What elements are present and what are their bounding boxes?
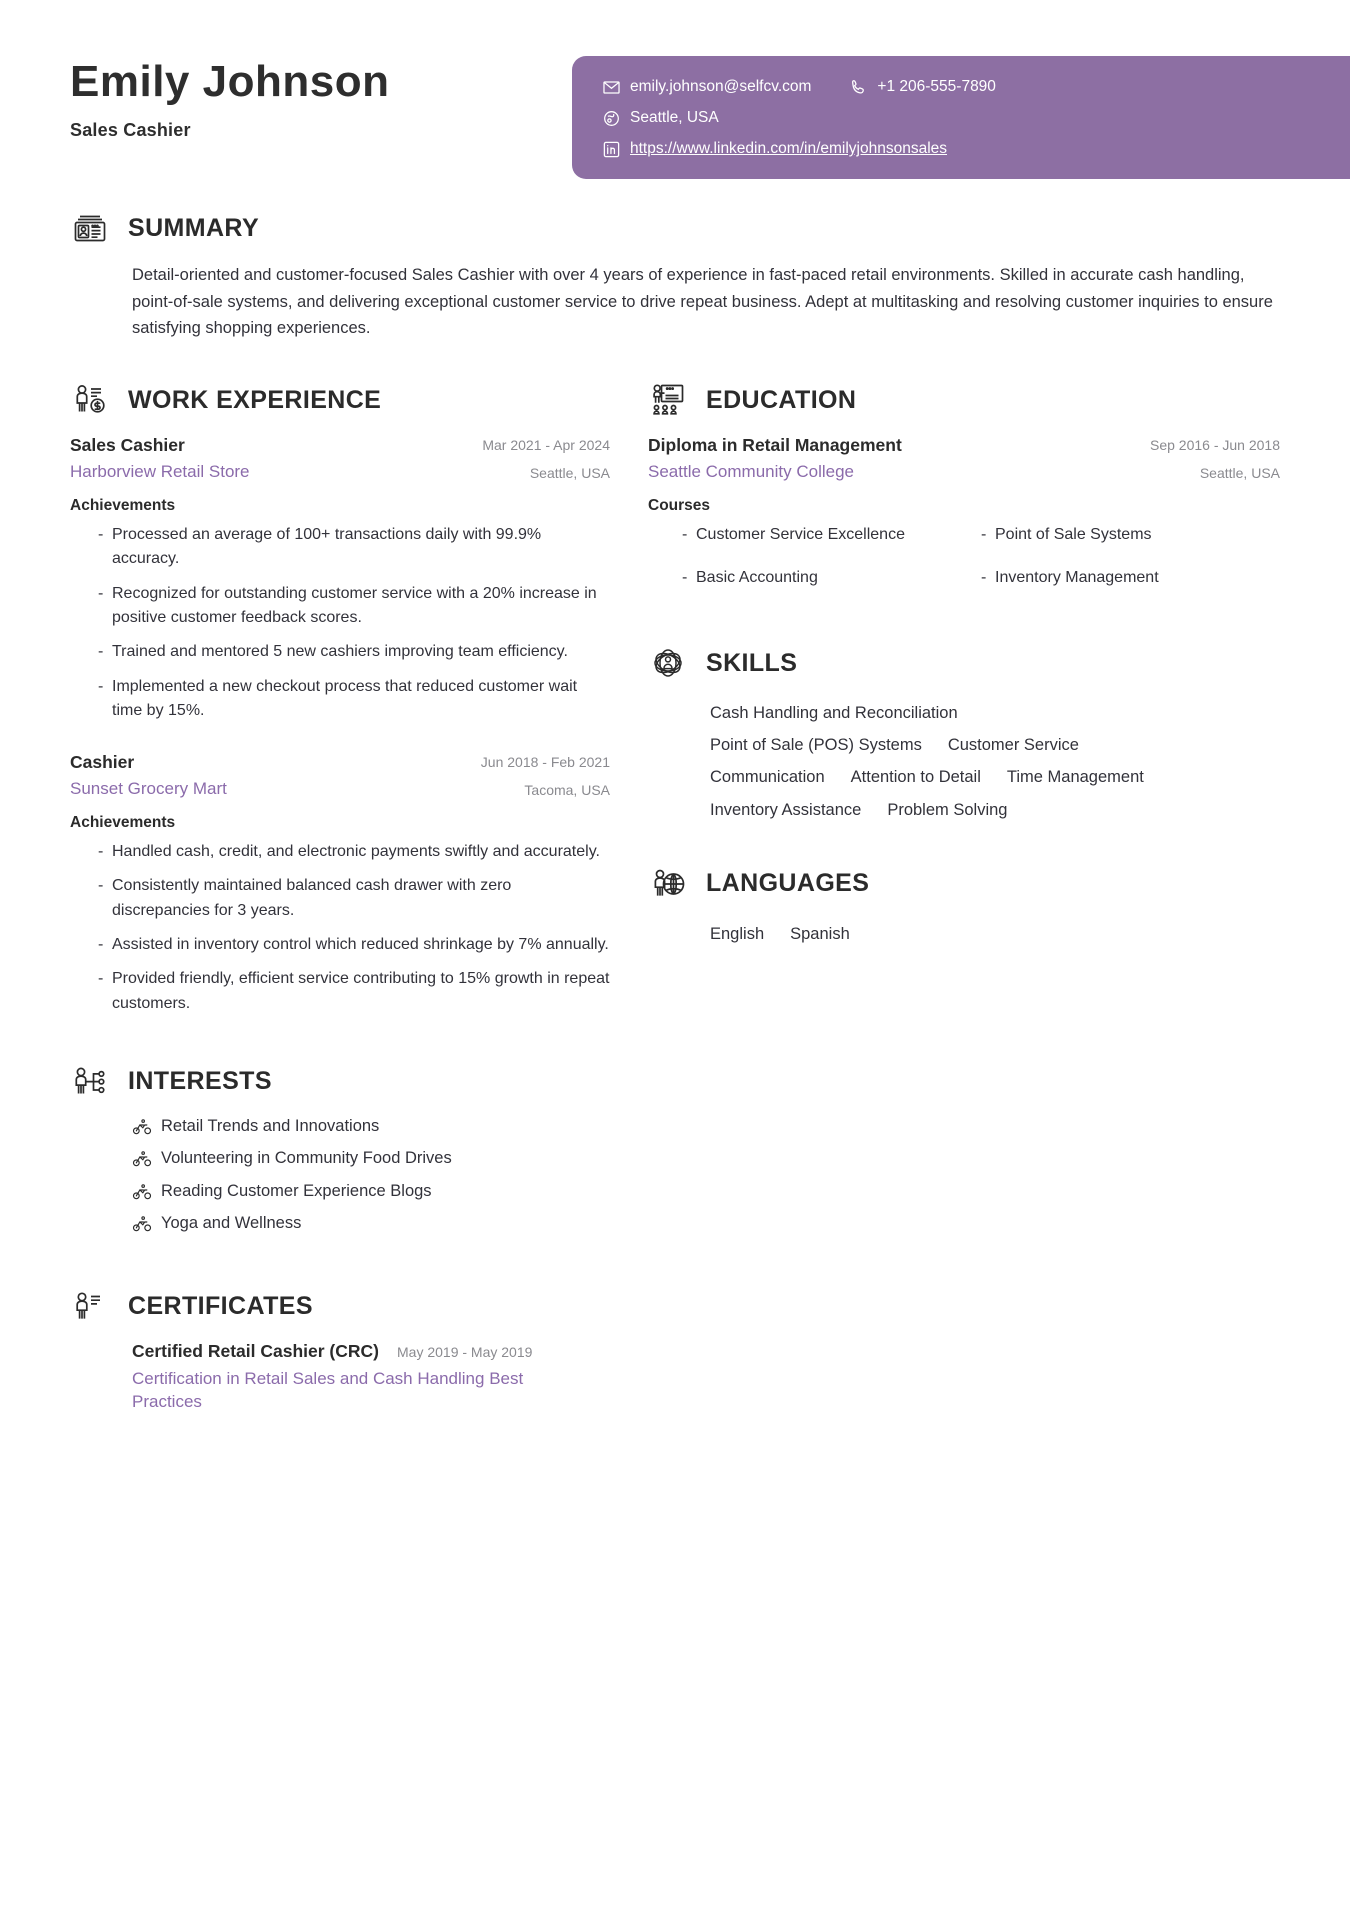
list-item xyxy=(98,523,610,572)
contact-row-3 xyxy=(602,140,1324,159)
bullet-dash: - xyxy=(682,526,688,543)
certificate-date: May 2019 - May 2019 xyxy=(397,1343,533,1360)
certificates-heading xyxy=(70,1287,610,1327)
work-entry-sub xyxy=(70,461,610,483)
person-globe-icon xyxy=(648,864,688,904)
skill-chip: Time Management xyxy=(1006,768,1144,787)
work-date: Jun 2018 - Feb 2021 xyxy=(480,754,610,771)
course-text: Customer Service Excellence xyxy=(696,526,905,543)
bullet-dash: - xyxy=(981,526,987,543)
work-achievements-label: Achievements xyxy=(70,497,176,514)
list-item xyxy=(98,675,610,724)
bullet-text: Consistently maintained balanced cash drawer with zero discrepancies for 3 years. xyxy=(112,877,512,919)
education-courses-list xyxy=(648,523,1280,609)
education-location: Seattle, USA xyxy=(1199,464,1280,481)
contact-location-text: Seattle, USA xyxy=(630,109,719,127)
section-certificates xyxy=(70,1287,610,1415)
bicycle-icon xyxy=(132,1149,152,1169)
list-item xyxy=(132,1181,610,1202)
section-work-experience xyxy=(70,380,610,1016)
work-experience-heading xyxy=(70,380,610,420)
languages-list xyxy=(710,918,1180,950)
work-entry-top xyxy=(70,751,610,774)
list-item xyxy=(98,640,610,664)
summary-heading xyxy=(70,208,1280,248)
interests-heading xyxy=(70,1062,610,1102)
phone-icon xyxy=(849,78,868,97)
interest-text: Yoga and Wellness xyxy=(161,1214,302,1233)
contact-phone-text: +1 206-555-7890 xyxy=(877,78,996,96)
languages-heading xyxy=(648,864,1280,904)
bullet-text: Processed an average of 100+ transactions daily with 99.9% accuracy. xyxy=(112,526,542,568)
work-role: Sales Cashier xyxy=(70,435,185,456)
languages-title: LANGUAGES xyxy=(706,869,870,898)
education-date: Sep 2016 - Jun 2018 xyxy=(1150,437,1280,454)
contact-card xyxy=(572,56,1350,179)
course-text: Point of Sale Systems xyxy=(995,526,1152,543)
interests-list xyxy=(70,1116,610,1235)
skill-chip: Point of Sale (POS) Systems xyxy=(710,736,922,755)
bullet-dash: - xyxy=(98,526,104,543)
person-money-icon xyxy=(70,380,110,420)
bullet-dash: - xyxy=(98,677,104,695)
bullet-text: Handled cash, credit, and electronic payments swiftly and accurately. xyxy=(112,843,600,861)
education-heading xyxy=(648,380,1280,420)
skills-title: SKILLS xyxy=(706,648,798,677)
work-location: Tacoma, USA xyxy=(524,781,610,798)
columns-container xyxy=(70,380,1280,1414)
bullet-dash: - xyxy=(98,935,104,953)
language-chip: English xyxy=(710,924,765,943)
education-degree: Diploma in Retail Management xyxy=(648,435,902,456)
resume-body xyxy=(0,208,1350,1414)
list-item xyxy=(132,1213,610,1234)
bullet-dash: - xyxy=(98,584,104,602)
education-title: EDUCATION xyxy=(706,385,857,414)
work-achievements-list xyxy=(70,840,610,1016)
skill-chip: Customer Service xyxy=(947,736,1079,755)
course-text: Basic Accounting xyxy=(696,569,818,586)
summary-title: SUMMARY xyxy=(128,213,260,242)
list-item xyxy=(98,840,610,864)
skill-chip: Communication xyxy=(710,768,825,787)
course-text: Inventory Management xyxy=(995,569,1159,586)
globe-icon xyxy=(602,109,621,128)
bullet-text: Assisted in inventory control which reduced shrinkage by 7% annually. xyxy=(112,935,609,953)
page-title: Emily Johnson xyxy=(70,57,390,106)
contact-row-1 xyxy=(602,78,1324,97)
bullet-dash: - xyxy=(98,843,104,861)
skill-chip: Inventory Assistance xyxy=(710,800,862,819)
list-item xyxy=(981,523,1280,547)
certificate-top xyxy=(132,1341,610,1362)
bullet-dash: - xyxy=(981,569,987,586)
list-item xyxy=(98,933,610,957)
id-card-icon xyxy=(70,208,110,248)
list-item xyxy=(98,582,610,631)
work-achievements-list xyxy=(70,523,610,723)
certificate-description: Certification in Retail Sales and Cash Handling Best Practices xyxy=(132,1368,524,1412)
education-courses-label: Courses xyxy=(648,497,711,514)
bullet-text: Trained and mentored 5 new cashiers improving team efficiency. xyxy=(112,643,568,661)
language-chip: Spanish xyxy=(790,924,850,943)
work-role: Cashier xyxy=(70,752,135,773)
work-achievements-label: Achievements xyxy=(70,814,176,832)
work-entry xyxy=(70,751,610,1016)
interest-text: Retail Trends and Innovations xyxy=(161,1116,380,1135)
list-item xyxy=(981,566,1280,590)
education-entry-top xyxy=(648,434,1280,457)
linkedin-icon xyxy=(602,140,621,159)
envelope-icon xyxy=(602,78,621,97)
bicycle-icon xyxy=(132,1117,152,1137)
left-column xyxy=(70,380,610,1414)
education-organization: Seattle Community College xyxy=(648,461,854,481)
bullet-dash: - xyxy=(98,877,104,895)
section-summary xyxy=(70,208,1280,342)
list-item xyxy=(682,523,981,547)
list-item xyxy=(132,1148,610,1169)
contact-row-2 xyxy=(602,109,1324,128)
bicycle-icon xyxy=(132,1182,152,1202)
person-network-icon xyxy=(70,1062,110,1102)
summary-text: Detail-oriented and customer-focused Sales Cashier with over 4 years of experience in fast-paced retail environments. Skilled in accurate cash handling, point-of-sale systems, and delivering exceptional customer service to drive repeat business. Adept at multitasking and resolving customer inquiries to ensure satisfying shopping experiences. xyxy=(132,266,1273,338)
education-entry xyxy=(648,434,1280,609)
bullet-dash: - xyxy=(682,569,688,586)
work-location: Seattle, USA xyxy=(529,464,610,481)
right-column xyxy=(648,380,1280,1414)
skill-chip: Cash Handling and Reconciliation xyxy=(710,704,958,722)
interest-text: Volunteering in Community Food Drives xyxy=(161,1149,452,1168)
section-languages xyxy=(648,864,1280,950)
contact-location xyxy=(602,109,719,128)
work-entry-top xyxy=(70,434,610,457)
contact-email[interactable] xyxy=(602,78,811,97)
certificate-name: Certified Retail Cashier (CRC) xyxy=(132,1340,379,1361)
certificate-entry xyxy=(132,1341,610,1415)
teacher-board-icon xyxy=(648,380,688,420)
list-item xyxy=(682,566,981,590)
interest-text: Reading Customer Experience Blogs xyxy=(161,1181,432,1200)
section-education xyxy=(648,380,1280,609)
work-entry xyxy=(70,434,610,723)
list-item xyxy=(132,1116,610,1137)
list-item xyxy=(98,967,610,1016)
section-skills xyxy=(648,643,1280,826)
atom-person-icon xyxy=(648,643,688,683)
skill-chip: Problem Solving xyxy=(887,800,1008,819)
bullet-text: Recognized for outstanding customer service with a 20% increase in positive customer feedback scores. xyxy=(112,584,597,626)
resume-header xyxy=(0,0,1350,200)
bullet-dash: - xyxy=(98,643,104,661)
work-date: Mar 2021 - Apr 2024 xyxy=(482,437,610,454)
skill-chip: Attention to Detail xyxy=(850,768,981,787)
person-lines-icon xyxy=(70,1287,110,1327)
work-organization: Harborview Retail Store xyxy=(70,461,250,481)
contact-email-text: emily.johnson@selfcv.com xyxy=(630,78,812,96)
column-gap xyxy=(610,380,648,1414)
name-block xyxy=(70,58,389,141)
job-title: Sales Cashier xyxy=(70,120,191,141)
work-entry-sub xyxy=(70,778,610,800)
education-entry-sub xyxy=(648,461,1280,483)
contact-phone[interactable] xyxy=(849,78,996,97)
section-interests xyxy=(70,1062,610,1235)
interests-title: INTERESTS xyxy=(128,1067,272,1096)
contact-linkedin-link[interactable]: https://www.linkedin.com/in/emilyjohnsonsales xyxy=(630,140,948,158)
contact-linkedin[interactable] xyxy=(602,140,947,159)
work-experience-title: WORK EXPERIENCE xyxy=(128,385,382,414)
list-item xyxy=(98,874,610,923)
bullet-text: Provided friendly, efficient service contributing to 15% growth in repeat customers. xyxy=(112,970,610,1012)
work-organization: Sunset Grocery Mart xyxy=(70,778,227,798)
bullet-text: Implemented a new checkout process that reduced customer wait time by 15%. xyxy=(112,677,578,719)
bicycle-icon xyxy=(132,1214,152,1234)
skills-heading xyxy=(648,643,1280,683)
skills-list xyxy=(710,697,1180,826)
certificates-title: CERTIFICATES xyxy=(128,1292,313,1321)
bullet-dash: - xyxy=(98,970,104,988)
